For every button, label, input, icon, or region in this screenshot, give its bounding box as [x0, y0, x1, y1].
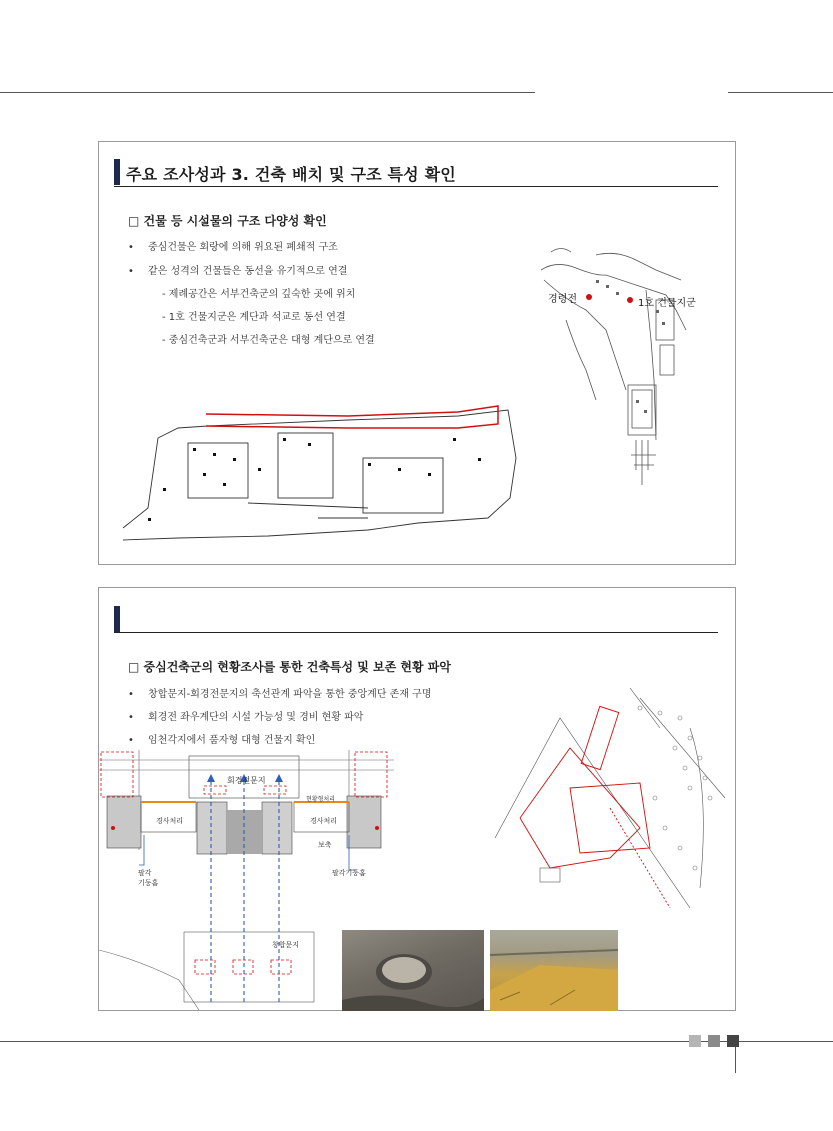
bullet-dot: •: [128, 735, 134, 746]
slide-1-title: 주요 조사성과 3. 건축 배치 및 구조 특성 확인: [126, 165, 456, 184]
bullet-text: 창합문지-회경전문지의 축선관계 파악을 통한 중앙계단 존재 구명: [148, 689, 432, 700]
bullet-dot: •: [128, 242, 134, 253]
bullet-dot: •: [128, 689, 134, 700]
building-foundation-figure: [490, 688, 730, 928]
slide-2-title-underline: [114, 632, 718, 633]
site-plan-figure: [118, 398, 528, 543]
corridor-red-line: [206, 406, 498, 428]
slide-1-bullet-1: [128, 238, 338, 253]
plan-label-right-stair: 경사처리: [310, 817, 338, 825]
bullet-dot: •: [128, 266, 134, 277]
slide-1-title-bar: [114, 159, 120, 185]
slide-1-title-underline: [114, 186, 718, 187]
bullet-text: 중심건물은 회랑에 의해 위요된 폐쇄적 구조: [148, 242, 338, 253]
bullet-text: 임천각지에서 품자형 대형 건물지 확인: [148, 735, 316, 746]
map-label-building-group-1: 1호 건물지군: [638, 298, 696, 309]
map-label-gyeongryeongjeon: 경령전: [548, 294, 577, 305]
plan-label-bottom-gate: 창합문지: [272, 941, 300, 949]
marker-building-group-1: [627, 297, 633, 303]
bullet-text: 회경전 좌우계단의 시설 가능성 및 경비 현황 파악: [148, 712, 364, 723]
slide-1-sub-2: - 1호 건물지군은 계단과 석교로 동선 연결: [162, 312, 346, 323]
top-rule-left: [0, 92, 535, 93]
slide-2-heading: □ 중심건축군의 현황조사를 통한 건축특성 및 보존 현황 파악: [128, 660, 451, 674]
photo-stone-pillar-base: [342, 930, 484, 1011]
slide-1-sub-1: - 제례공간은 서부건축군의 깊숙한 곳에 위치: [162, 289, 356, 300]
page-square-3: [727, 1035, 739, 1047]
plan-label-top-gate: 회경전문지: [227, 776, 266, 785]
slide-2-bullet-2: [128, 708, 363, 723]
top-rule-right: [728, 92, 833, 93]
plan-label-right-pillar: 팔각기둥홈: [332, 869, 366, 877]
page-square-1: [689, 1035, 701, 1047]
slide-1-heading: □ 건물 등 시설물의 구조 다양성 확인: [128, 214, 327, 228]
slide-1-bullet-2: [128, 262, 347, 277]
slide-2-bullet-3: [128, 731, 315, 746]
plan-label-right-top: 현황형처리: [306, 796, 335, 803]
site-map-figure: [536, 240, 716, 500]
slide-2-bullet-1: [128, 685, 432, 700]
bullet-dot: •: [128, 712, 134, 723]
page-square-2: [708, 1035, 720, 1047]
slide-1-sub-3: - 중심건축군과 서부건축군은 대형 계단으로 연결: [162, 335, 375, 346]
bullet-text: 같은 성격의 건물들은 동선을 유기적으로 연결: [148, 266, 348, 277]
photo-excavation-site: [490, 930, 618, 1011]
plan-label-right-walk: 보축: [318, 841, 332, 849]
slide-2-title-bar: [114, 606, 120, 632]
plan-label-left-pillar: 팔각 기둥홈: [138, 869, 159, 887]
marker-gyeongryeongjeon: [586, 294, 592, 300]
plan-label-left-stair: 경사처리: [156, 817, 184, 825]
